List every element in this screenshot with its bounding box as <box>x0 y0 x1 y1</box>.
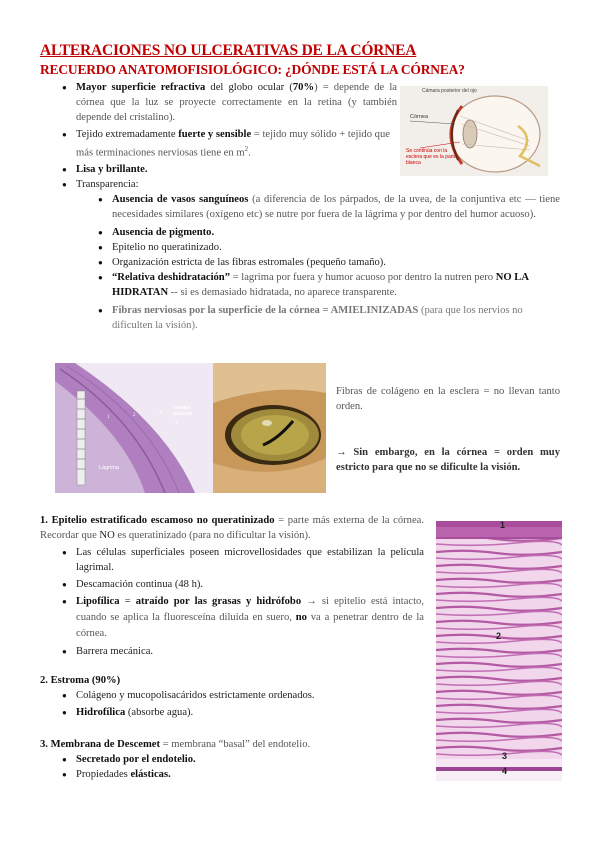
list-item: ● Mayor superficie refractiva del globo ocular (70%) = depende de la córnea que la luz se proyecte correctamente en la retina (y también depende del cristalino). <box>62 80 397 125</box>
descemet-heading: 3. Membrana de Descemet = membrana “basal” del endotelio. <box>40 739 311 750</box>
histo-label-lagrima: Lágrima <box>99 465 119 471</box>
micrograph-label-2: 2 <box>496 631 502 641</box>
list-item: ● Lisa y brillante. <box>62 162 397 177</box>
stroma-heading: 2. Estroma (90%) <box>40 675 121 686</box>
micrograph-label-1: 1 <box>500 521 506 530</box>
list-item: ● Fibras nerviosas por la superficie de la córnea = AMIELINIZADAS (para que los nervios no dificulten la visión). <box>98 303 560 333</box>
list-item: ● Ausencia de vasos sanguíneos (a diferencia de los párpados, de la uvea, de la conjuntiva etc — tiene necesidades similares (oxígeno etc) se nutre por fuera de la lágrima y por dentro del humor acuoso). <box>98 192 560 222</box>
list-item: ● Propiedades elásticas. <box>62 767 424 782</box>
list-item: ● Tejido extremadamente fuerte y sensible = tejido muy sólido + tejido que más terminaciones nerviosas tiene en $m^2$. <box>62 127 397 161</box>
micrograph-label-4: 4 <box>502 766 508 776</box>
histo-label-2: 2 <box>133 413 136 418</box>
collagen-note: Fibras de colágeno en la esclera = no llevan tanto orden. <box>336 386 560 412</box>
list-item: ● Ausencia de pigmento. <box>98 225 560 240</box>
descemet-list <box>62 752 424 782</box>
histo-label-3: 3 <box>159 409 162 415</box>
list-item: ● Colágeno y mucopolisacáridos estrictamente ordenados. <box>62 688 424 703</box>
list-item: ● Barrera mecánica. <box>62 644 424 659</box>
list-item: ● Secretado por el endotelio. <box>62 752 424 767</box>
epithelium-list <box>62 545 424 659</box>
list-item: ● Hidrofílica (absorbe agua). <box>62 705 424 720</box>
eye-label-red: Se continúa con la esclera que es la parte blanca <box>406 148 457 166</box>
epithelium-heading: 1. Epitelio estratificado escamoso no queratinizado = parte más externa de la córnea. Recordar que NO es queratinizado (para no dificultar la visión). <box>40 515 424 541</box>
list-item: ● Epitelio no queratinizado. <box>98 240 560 255</box>
histo-label-1: 1 <box>107 415 110 420</box>
cat-eye-image <box>213 363 326 493</box>
stroma-list <box>62 688 424 720</box>
page-subtitle: RECUERDO ANATOMOFISIOLÓGICO: ¿DÓNDE ESTÁ LA CÓRNEA? <box>40 62 465 77</box>
page-title: ALTERACIONES NO ULCERATIVAS DE LA CÓRNEA <box>40 42 417 59</box>
histo-label-4: 4 <box>175 421 178 426</box>
eye-label-top: Cámara posterior del ojo <box>422 88 477 94</box>
list-item: ● Organización estricta de las fibras estromales (pequeño tamaño). <box>98 255 560 270</box>
list-item: ● Descamación continua (48 h). <box>62 577 424 592</box>
cornea-micrograph-image <box>436 521 562 781</box>
collagen-note-emphasis: → Sin embargo, en la córnea = orden muy estricto para que no se dificulte la visión. <box>336 447 560 473</box>
eye-diagram-image <box>400 86 548 176</box>
intro-list <box>62 80 397 192</box>
eye-label-cornea: Córnea <box>410 114 429 120</box>
list-item: ● “Relativa deshidratación” = lagrima por fuera y humor acuoso por dentro la nutren pero NO LA HIDRATAN -- si es demasiado hidratada, no aparece transparente. <box>98 270 560 300</box>
list-item: ● Lipofílica = atraído por las grasas y hidrófobo → si epitelio está intacto, cuando se aplica la fluoresceína diluida en suero, no va a penetrar dentro de la córnea. <box>62 594 424 642</box>
list-item: ● Transparencia: <box>62 177 397 192</box>
histo-label-humor: Humor acuoso <box>173 405 193 417</box>
list-item: ● Las células superficiales poseen microvellosidades que estabilizan la película lagrimal. <box>62 545 424 575</box>
transparency-list <box>98 192 560 333</box>
micrograph-label-3: 3 <box>502 751 508 761</box>
cornea-histology-image <box>55 363 213 493</box>
